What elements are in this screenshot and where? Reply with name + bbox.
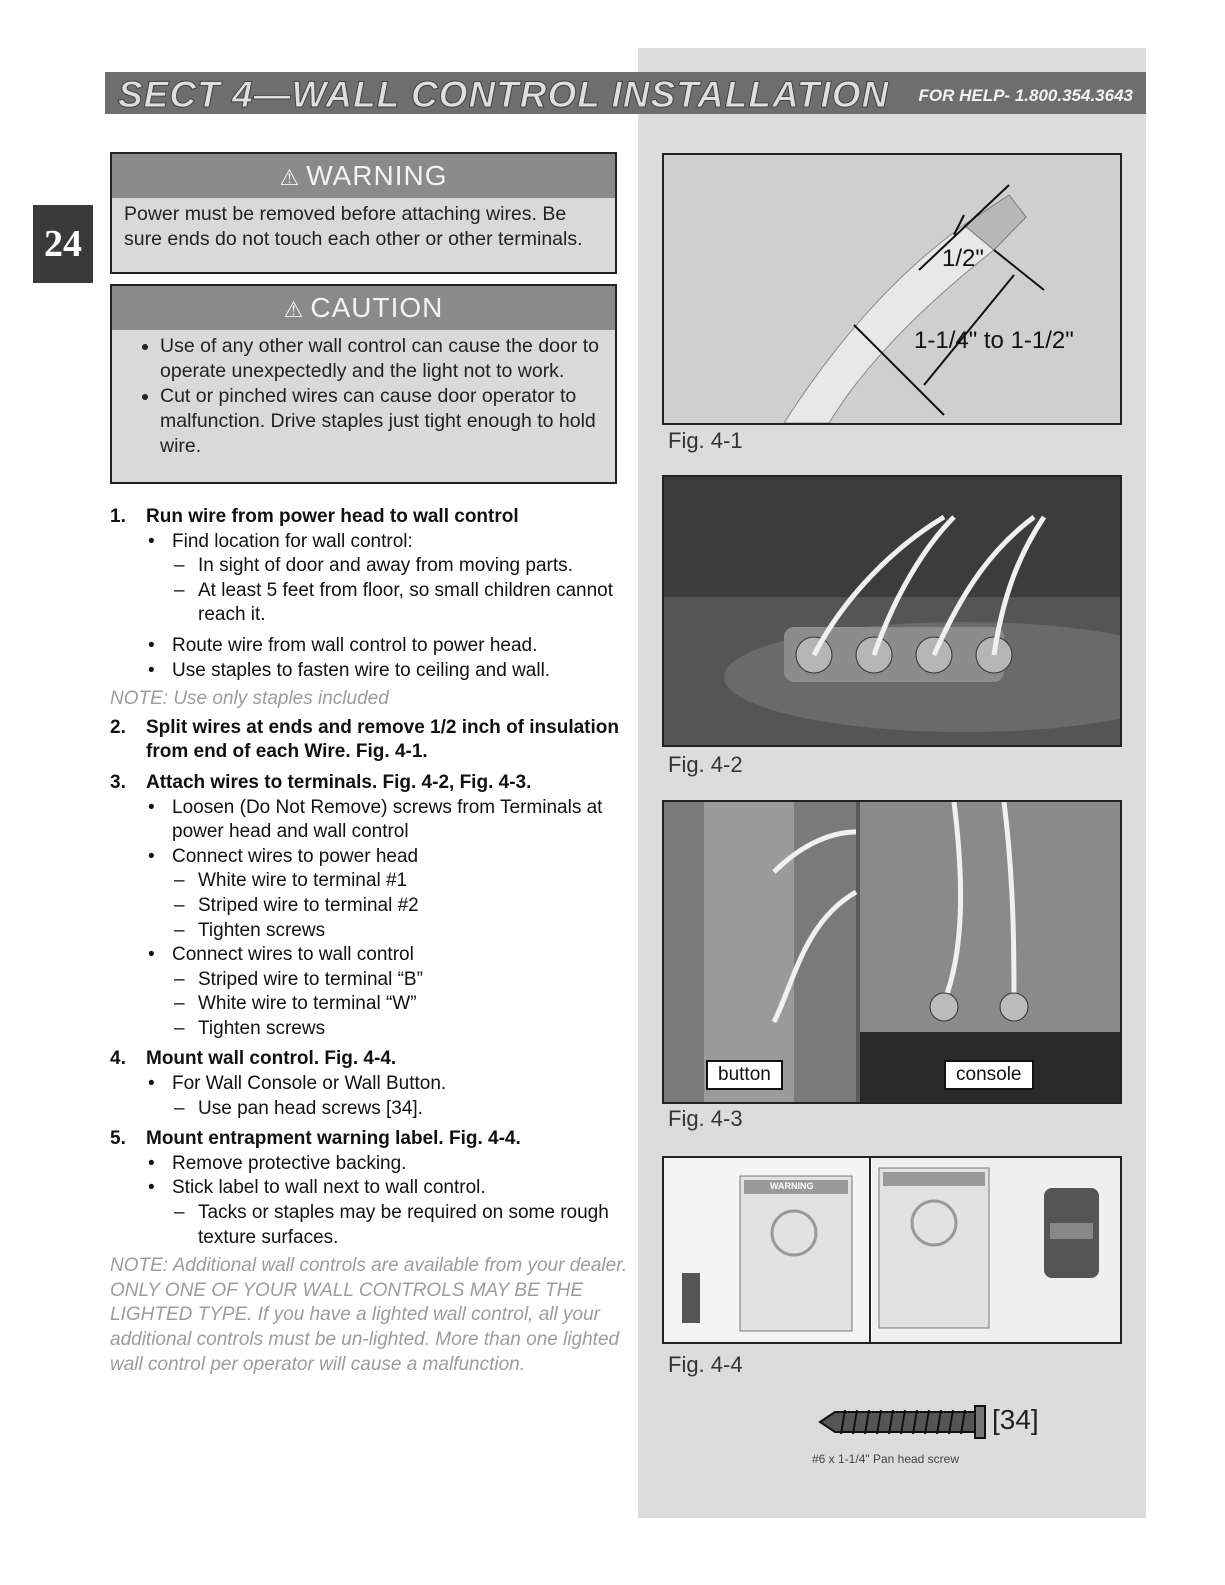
caution-list	[112, 330, 615, 467]
warning-heading: ⚠ WARNING	[112, 154, 615, 198]
warning-sticker-text: WARNING	[770, 1181, 814, 1191]
help-phone: FOR HELP- 1.800.354.3643	[918, 86, 1133, 105]
insulation-length-label: 1-1/4" to 1-1/2"	[914, 327, 1074, 354]
step-title: 3. Attach wires to terminals. Fig. 4-2, Fig. 4-3.	[110, 771, 532, 793]
strip-length-label: 1/2"	[942, 245, 984, 272]
bullet-item: • Find location for wall control:	[110, 530, 630, 555]
step-title: 1. Run wire from power head to wall control	[110, 506, 519, 527]
bullet-item: • Use staples to fasten wire to ceiling and wall.	[110, 659, 630, 684]
fig-caption: Fig. 4-4	[668, 1352, 743, 1377]
page-number-tab: 24	[33, 205, 93, 283]
power-head-terminals-photo	[664, 477, 1120, 745]
step-title: 4. Mount wall control. Fig. 4-4.	[110, 1048, 397, 1070]
figure-wire-strip	[662, 153, 1122, 425]
bullet-item: • Remove protective backing.	[110, 1152, 630, 1177]
pan-head-screw-icon	[815, 1402, 995, 1442]
section-title: SECT 4—WALL CONTROL INSTALLATION	[118, 74, 890, 115]
dash-item: – At least 5 feet from floor, so small children cannot reach it.	[110, 579, 630, 628]
bullet-item: • Route wire from wall control to power head.	[110, 634, 630, 659]
dash-item: – White wire to terminal “W”	[110, 992, 630, 1017]
dash-item: – In sight of door and away from moving parts.	[110, 554, 630, 579]
wall-control-terminals-photo	[664, 802, 1120, 1102]
bullet-item: • Connect wires to power head	[110, 845, 630, 870]
warning-triangle-icon: ⚠	[279, 165, 301, 190]
figure-mount-wall-control	[662, 1156, 1122, 1344]
screw-description: #6 x 1-1/4" Pan head screw	[812, 1452, 960, 1466]
figure-power-head-terminals	[662, 475, 1122, 747]
figure-wall-control-terminals	[662, 800, 1122, 1104]
dash-item: – Tighten screws	[110, 1017, 630, 1042]
dash-item: – Striped wire to terminal “B”	[110, 968, 630, 993]
note-staples: NOTE: Use only staples included	[110, 688, 389, 710]
caution-box	[110, 284, 617, 484]
button-label: button	[706, 1060, 783, 1090]
caution-item: • Cut or pinched wires can cause door operator to malfunction. Drive staples just tight enough to hold wire.	[160, 384, 603, 459]
bullet-item: • Connect wires to wall control	[110, 943, 630, 968]
dash-item: – Striped wire to terminal #2	[110, 894, 630, 919]
fig-caption: Fig. 4-2	[668, 752, 743, 777]
dash-item: – Tacks or staples may be required on some rough texture surfaces.	[110, 1201, 630, 1250]
warning-text: Power must be removed before attaching wires. Be sure ends do not touch each other or other terminals.	[124, 203, 583, 250]
dash-item: – Use pan head screws [34].	[110, 1097, 630, 1122]
screw-part-number: [34]	[992, 1404, 1039, 1435]
instruction-steps	[110, 505, 630, 1381]
bullet-item: • Stick label to wall next to wall control.	[110, 1176, 630, 1201]
caution-item: • Use of any other wall control can cause the door to operate unexpectedly and the light not to work.	[160, 334, 603, 384]
wire-strip-illustration	[664, 155, 1120, 423]
fig-caption: Fig. 4-1	[668, 428, 743, 453]
warning-box	[110, 152, 617, 274]
note-additional-controls: NOTE: Additional wall controls are available from your dealer. ONLY ONE OF YOUR WALL CONTROLS MAY BE THE LIGHTED TYPE. If you have a lighted wall control, all your additional controls must be un-lighted. More than one lighted wall control per operator will cause a malfunction.	[110, 1255, 628, 1375]
dash-item: – White wire to terminal #1	[110, 869, 630, 894]
caution-heading: ⚠ CAUTION	[112, 286, 615, 330]
bullet-item: • For Wall Console or Wall Button.	[110, 1072, 630, 1097]
step-title: 2. Split wires at ends and remove 1/2 inch of insulation from end of each Wire. Fig. 4-1.	[110, 716, 619, 763]
step-title: 5. Mount entrapment warning label. Fig. 4-4.	[110, 1128, 521, 1150]
dash-item: – Tighten screws	[110, 919, 630, 944]
caution-triangle-icon: ⚠	[283, 297, 305, 322]
mounted-controls-illustration	[664, 1158, 1120, 1342]
console-label: console	[944, 1060, 1034, 1090]
fig-caption: Fig. 4-3	[668, 1106, 743, 1131]
bullet-item: • Loosen (Do Not Remove) screws from Terminals at power head and wall control	[110, 796, 630, 845]
